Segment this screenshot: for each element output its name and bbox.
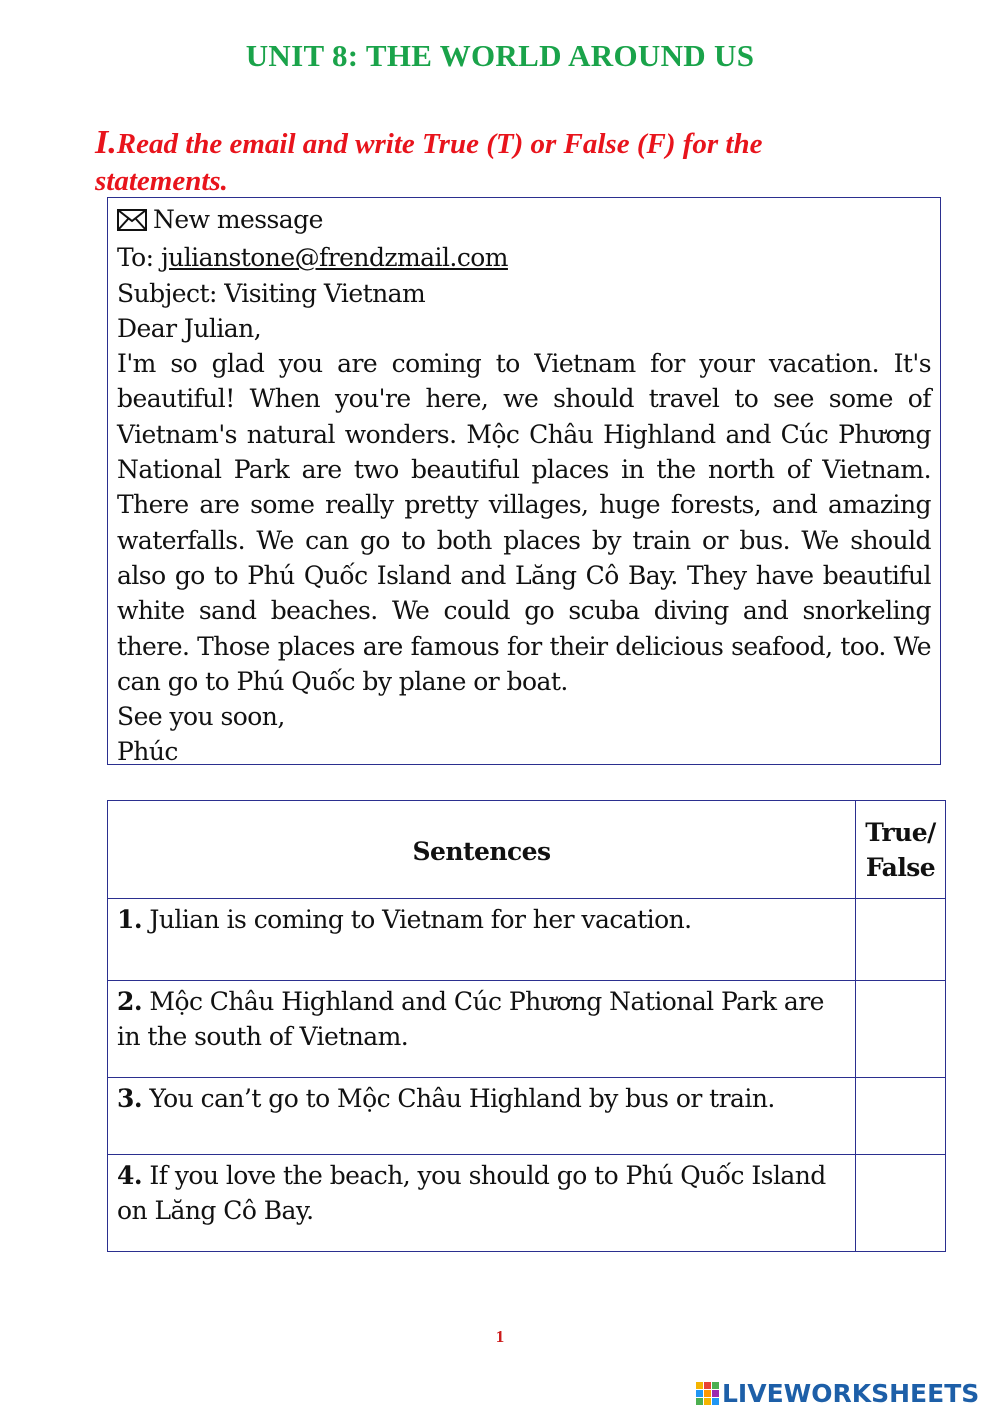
email-greeting: Dear Julian, [117,313,262,343]
sentence-number: 1. [117,905,142,934]
email-header [117,202,931,240]
logo-icon [696,1382,719,1405]
sentence-text: Mộc Châu Highland and Cúc Phương National Park are in the south of Vietnam. [117,987,824,1051]
email-address-link[interactable]: julianstone@frendzmail.com [160,243,508,273]
table-row [108,981,946,1078]
instruction-number: I. [95,124,117,161]
sentence-cell [108,1078,856,1155]
sentence-text: Julian is coming to Vietnam for her vacation. [142,905,692,934]
email-closing: See you soon, [117,702,285,732]
answer-cell[interactable] [856,1078,946,1155]
table-row [108,1155,946,1252]
email-to-label: To: [117,243,161,273]
email-box [107,197,941,765]
page-number: 1 [495,1327,505,1346]
brand-text: LIVEWORKSHEETS [722,1378,980,1408]
sentence-number: 3. [117,1084,142,1113]
email-to [117,240,931,275]
header-tf-line2: False [865,852,936,882]
header-true-false [856,801,946,899]
sentence-cell [108,1155,856,1252]
email-header-text: New message [153,205,323,234]
answer-cell[interactable] [856,899,946,981]
sentence-cell [108,899,856,981]
page-title: UNIT 8: THE WORLD AROUND US [245,38,755,73]
sentence-cell [108,981,856,1078]
header-sentences: Sentences [108,801,856,899]
email-signature: Phúc [117,737,178,767]
liveworksheets-logo [696,1378,979,1408]
answer-cell[interactable] [856,1155,946,1252]
header-tf-line1: True/ [865,817,936,847]
instruction-text: Read the email and write True (T) or False (F) for the statements. [95,128,763,197]
answer-cell[interactable] [856,981,946,1078]
instruction [95,124,895,200]
email-body: I'm so glad you are coming to Vietnam for your vacation. It's beautiful! When you're here, we should travel to see some of Vietnam's natural wonders. Mộc Châu Highland and Cúc Phương National Park are two beautiful places in the north of Vietnam. There are some really pretty villages, huge forests, and amazing waterfalls. We can go to both places by train or bus. We should also go to Phú Quốc Island and Lăng Cô Bay. They have beautiful white sand beaches. We could go scuba diving and snorkeling there. Those places are famous for their delicious seafood, too. We can go to Phú Quốc by plane or boat. [117,349,931,696]
table-row [108,899,946,981]
sentence-text: If you love the beach, you should go to Phú Quốc Island on Lăng Cô Bay. [117,1161,826,1225]
true-false-table [107,800,946,1252]
table-header-row [108,801,946,899]
email-subject: Subject: Visiting Vietnam [117,278,426,308]
sentence-text: You can’t go to Mộc Châu Highland by bus or train. [142,1084,775,1113]
table-row [108,1078,946,1155]
sentence-number: 4. [117,1161,142,1190]
sentence-number: 2. [117,987,142,1016]
envelope-icon [117,205,147,240]
